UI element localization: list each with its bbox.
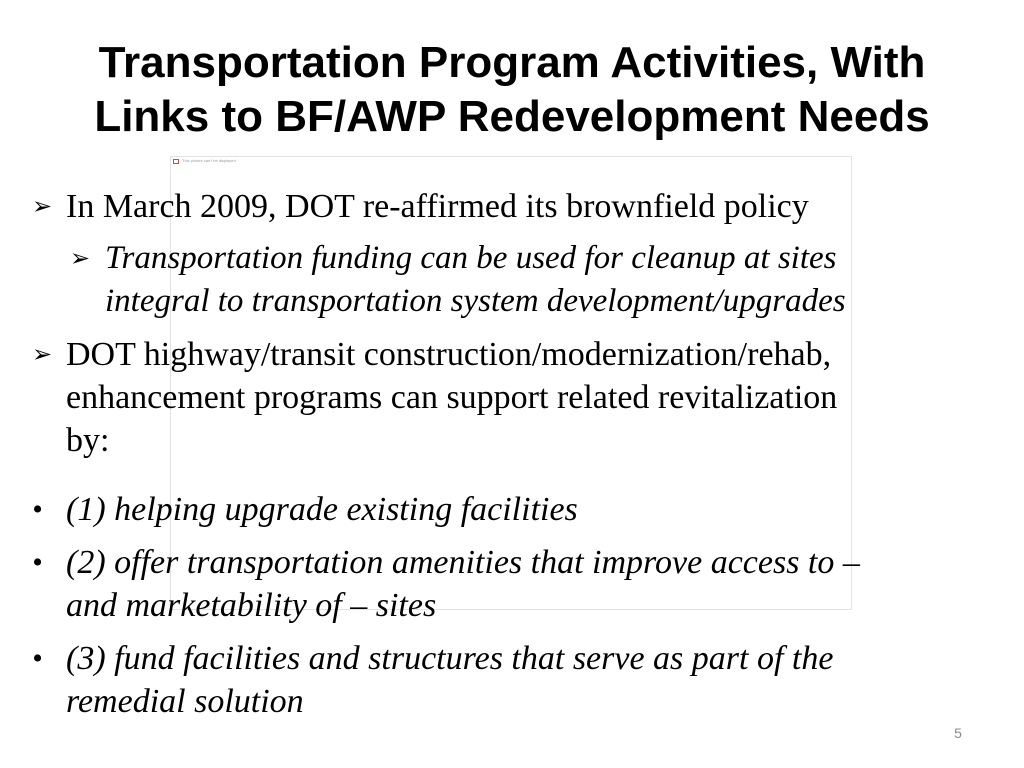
sub-bullet-item-transportation-funding — [70, 237, 846, 323]
bullet-text — [30, 541, 860, 627]
bullet-line: integral to transportation system development/upgrades — [105, 283, 846, 319]
bullet-line: remedial solution — [66, 683, 304, 720]
bullet-text — [32, 333, 837, 462]
bullet-line: and marketability of – sites — [66, 587, 437, 624]
bullet-text — [32, 185, 809, 228]
bullet-item-fund-facilities — [30, 637, 833, 723]
arrow-bullet-icon: ➢ — [70, 244, 91, 272]
broken-image-icon — [173, 159, 179, 164]
bullet-text — [30, 488, 578, 531]
slide-title-line-2: Links to BF/AWP Redevelopment Needs — [94, 92, 930, 141]
dot-bullet-icon: • — [32, 493, 43, 526]
slide-title — [0, 36, 1024, 144]
bullet-text — [70, 237, 846, 323]
arrow-bullet-icon: ➢ — [32, 340, 53, 368]
bullet-item-upgrade-facilities — [30, 488, 578, 531]
bullet-item-transportation-amenities — [30, 541, 860, 627]
missing-picture-caption: This picture can't be displayed — [182, 158, 236, 163]
bullet-line: DOT highway/transit construction/modernization/rehab, — [66, 336, 832, 373]
bullet-line: enhancement programs can support related revitalization — [66, 379, 838, 416]
bullet-item-brownfield-policy — [32, 185, 809, 228]
bullet-line: (3) fund facilities and structures that serve as part of the — [66, 640, 834, 677]
bullet-line: (2) offer transportation amenities that improve access to – — [66, 544, 860, 581]
arrow-bullet-icon: ➢ — [32, 192, 53, 220]
slide-title-line-1: Transportation Program Activities, With — [98, 38, 926, 87]
bullet-line: Transportation funding can be used for cleanup at sites — [105, 240, 837, 276]
dot-bullet-icon: • — [32, 642, 43, 675]
bullet-item-dot-programs — [32, 333, 837, 462]
bullet-line: by: — [66, 422, 110, 459]
dot-bullet-icon: • — [32, 546, 43, 579]
bullet-line: (1) helping upgrade existing facilities — [66, 491, 578, 528]
slide-number: 5 — [954, 725, 962, 741]
bullet-text — [30, 637, 833, 723]
bullet-line: In March 2009, DOT re-affirmed its brownfield policy — [66, 188, 809, 225]
